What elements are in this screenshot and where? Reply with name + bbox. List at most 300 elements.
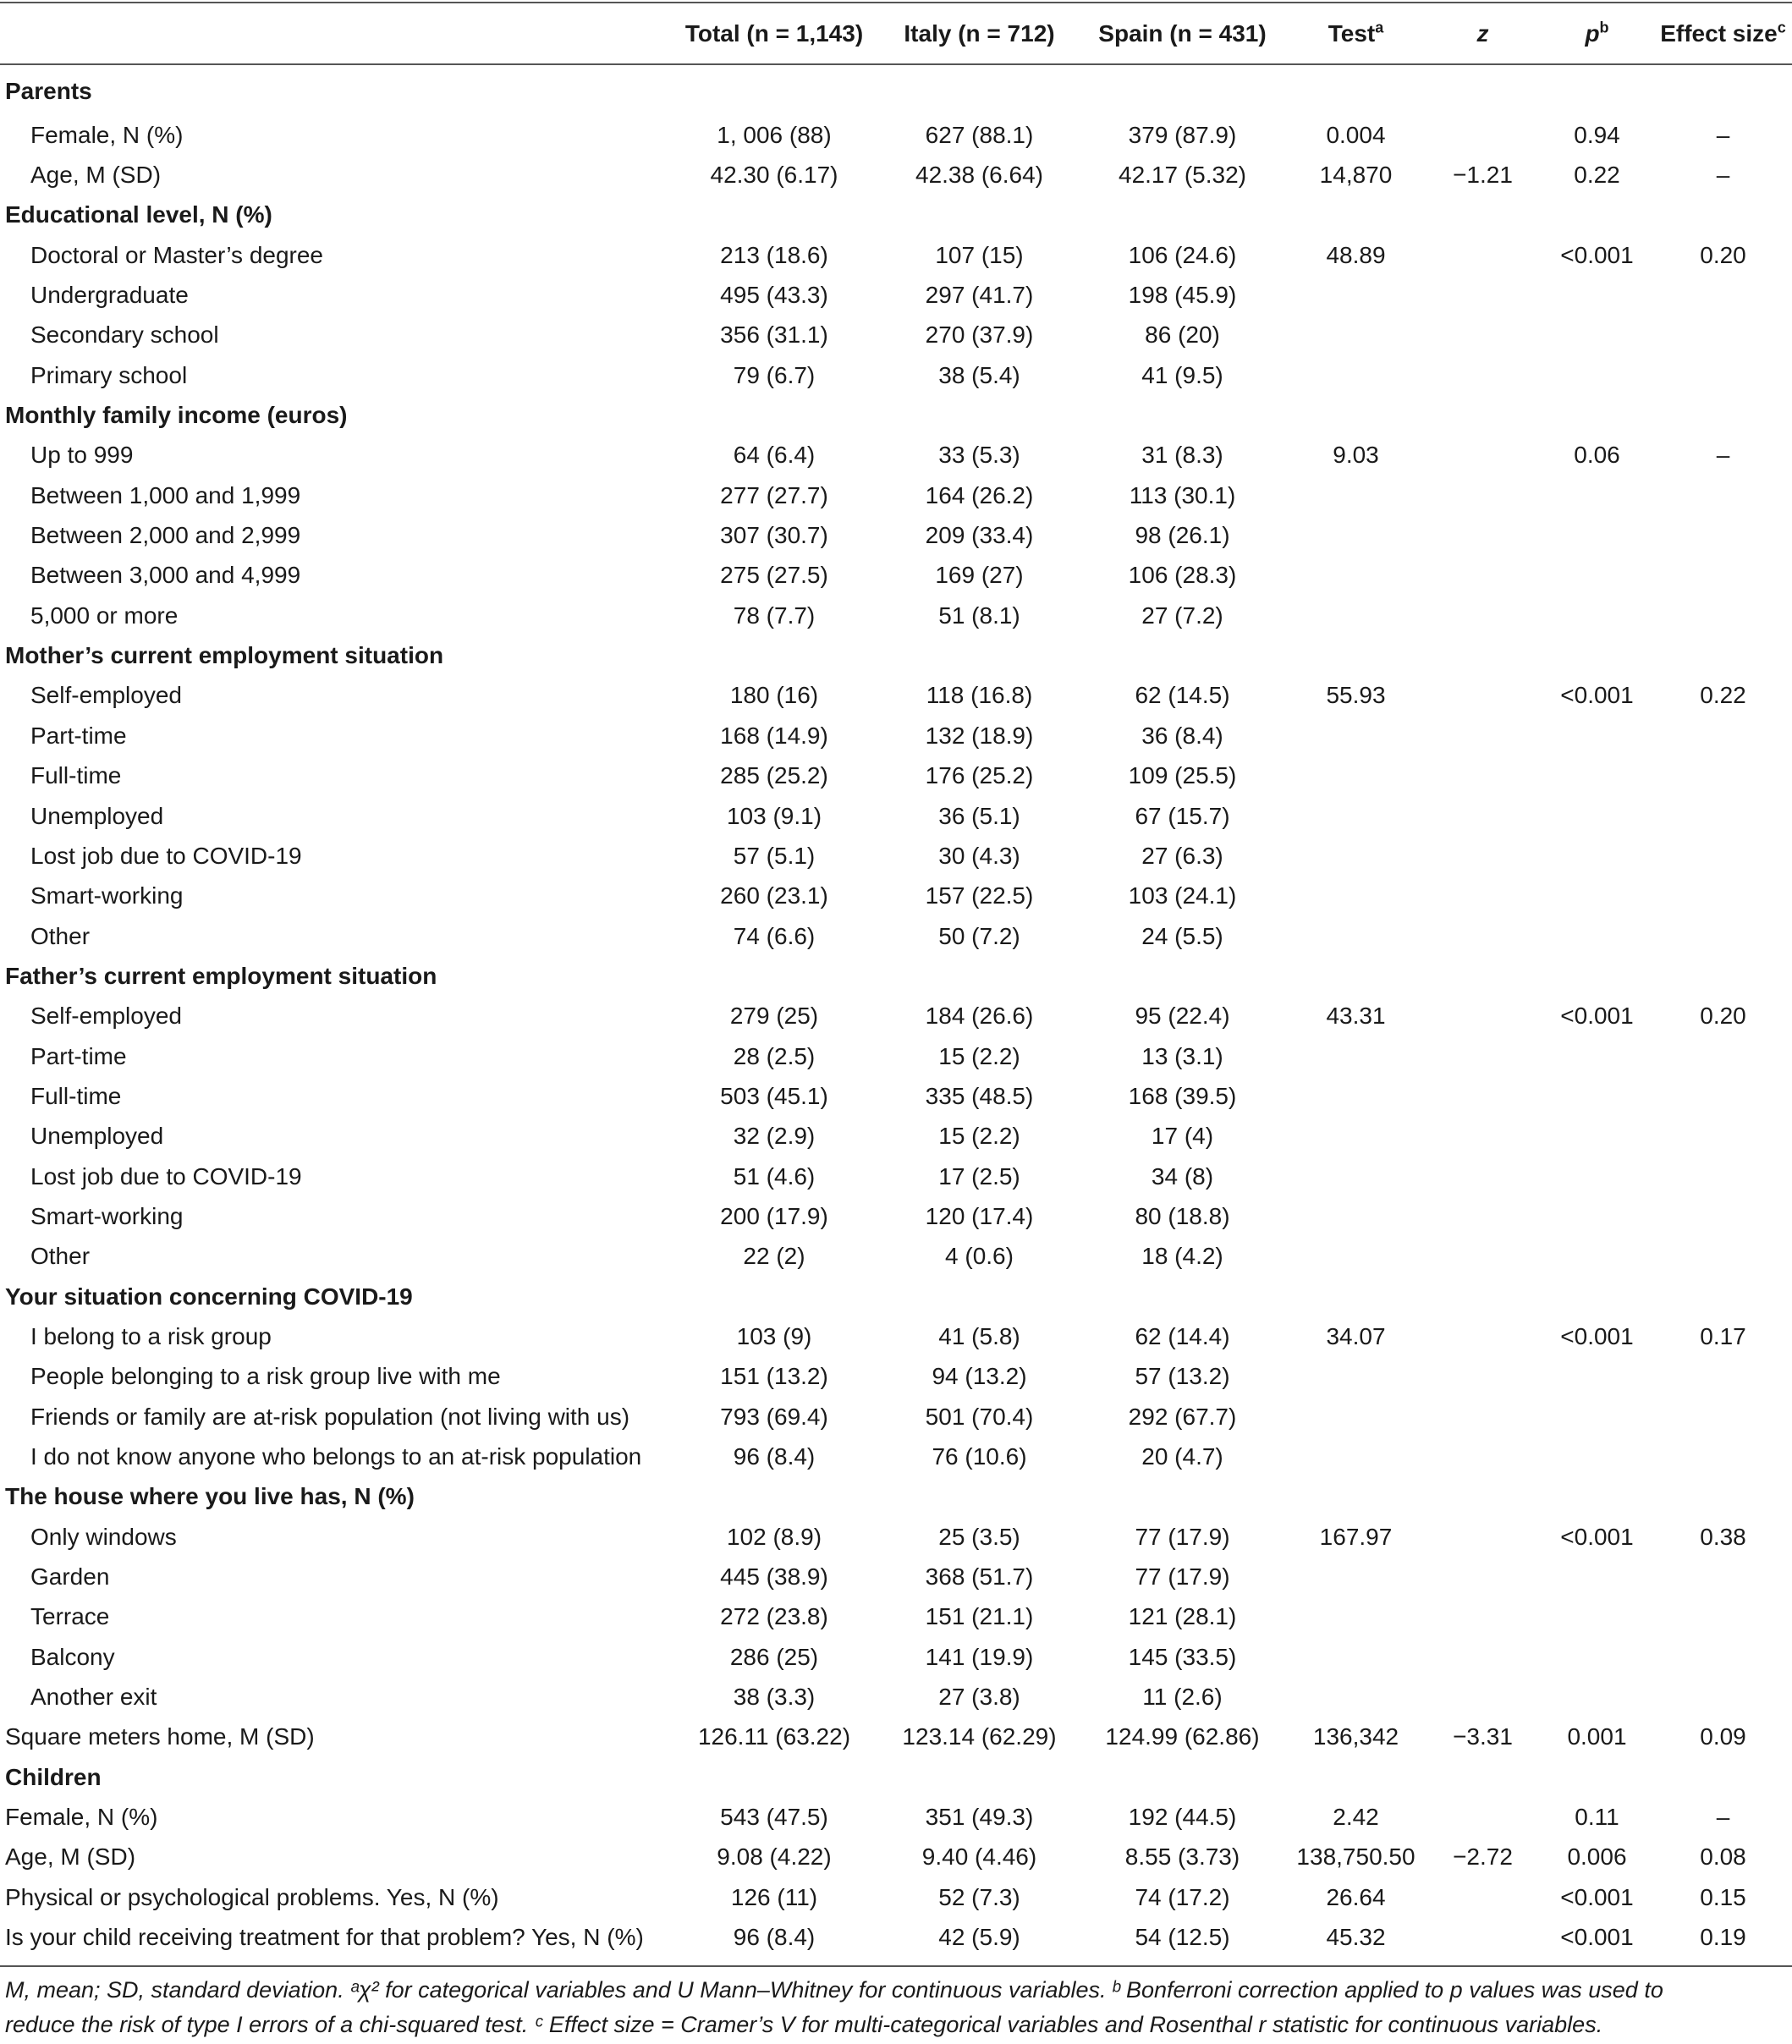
cell-italy: 36 (5.1) (938, 802, 1020, 829)
cell-test: 167.97 (1319, 1523, 1393, 1550)
cell-label: Unemployed (30, 802, 164, 829)
cell-total (668, 395, 880, 435)
cell-p (1540, 836, 1654, 876)
header-z-text: z (1476, 20, 1489, 47)
cell-spain: 17 (4) (1151, 1123, 1214, 1150)
cell-z (1426, 1277, 1540, 1316)
cell-effect (1654, 596, 1792, 635)
cell-total: 213 (18.6) (720, 241, 828, 268)
cell-italy: 107 (15) (935, 241, 1024, 268)
cell-effect: 0.15 (1700, 1883, 1746, 1910)
cell-total: 78 (7.7) (733, 602, 816, 629)
cell-label: Female, N (%) (5, 1804, 158, 1831)
header-italy: Italy (n = 712) (904, 20, 1055, 47)
cell-total: 495 (43.3) (720, 282, 828, 309)
cell-label: Between 2,000 and 2,999 (30, 522, 301, 549)
cell-effect: 0.38 (1700, 1523, 1746, 1550)
cell-total: 793 (69.4) (720, 1403, 828, 1430)
cell-z (1426, 1237, 1540, 1277)
cell-p: <0.001 (1560, 1924, 1634, 1951)
cell-label: Unemployed (30, 1123, 164, 1150)
cell-effect (1654, 635, 1792, 675)
cell-total: 57 (5.1) (733, 842, 816, 869)
cell-effect (1654, 355, 1792, 395)
cell-italy: 25 (3.5) (938, 1523, 1020, 1550)
cell-effect (1654, 1357, 1792, 1397)
cell-z: −2.72 (1453, 1843, 1513, 1871)
cell-italy: 164 (26.2) (925, 481, 1034, 508)
cell-italy: 270 (37.9) (925, 321, 1034, 349)
cell-test (1286, 1076, 1426, 1116)
cell-total: 96 (8.4) (733, 1924, 816, 1951)
cell-italy: 42.38 (6.64) (915, 162, 1043, 189)
cell-p (1540, 1196, 1654, 1236)
cell-spain: 62 (14.5) (1135, 682, 1230, 709)
cell-test (1286, 515, 1426, 555)
cell-effect: 0.19 (1700, 1924, 1746, 1951)
cell-total: 356 (31.1) (720, 321, 828, 349)
cell-p (1540, 796, 1654, 836)
cell-test (1286, 756, 1426, 796)
cell-test (1286, 1757, 1426, 1797)
cell-spain: 24 (5.5) (1141, 922, 1223, 949)
cell-z (1426, 997, 1540, 1036)
cell-label: Your situation concerning COVID-19 (5, 1283, 413, 1310)
cell-p (1540, 316, 1654, 355)
cell-spain: 77 (17.9) (1135, 1563, 1230, 1591)
cell-z (1426, 756, 1540, 796)
header-row (0, 0, 1792, 68)
cell-label: Up to 999 (30, 442, 134, 469)
cell-total: 103 (9) (736, 1322, 812, 1349)
table-body (0, 68, 1792, 1958)
cell-effect: 0.20 (1700, 1003, 1746, 1030)
cell-spain: 379 (87.9) (1128, 121, 1237, 148)
cell-z: −3.31 (1453, 1723, 1513, 1750)
cell-p: <0.001 (1560, 1883, 1634, 1910)
cell-p: <0.001 (1560, 1523, 1634, 1550)
cell-effect (1654, 275, 1792, 315)
table-row (0, 676, 1792, 716)
cell-p: <0.001 (1560, 1003, 1634, 1030)
cell-italy (880, 195, 1079, 235)
cell-label: Other (30, 1243, 91, 1270)
cell-z (1426, 355, 1540, 395)
cell-total: 42.30 (6.17) (710, 162, 838, 189)
cell-z (1426, 475, 1540, 515)
table-row (0, 316, 1792, 355)
cell-spain: 106 (24.6) (1128, 241, 1237, 268)
cell-p (1540, 916, 1654, 956)
cell-effect (1654, 68, 1792, 115)
cell-effect (1654, 1157, 1792, 1196)
cell-italy (880, 395, 1079, 435)
cell-total: 96 (8.4) (733, 1443, 816, 1470)
cell-spain: 198 (45.9) (1128, 282, 1237, 309)
cell-italy (880, 68, 1079, 115)
table-row (0, 275, 1792, 315)
table-row (0, 1757, 1792, 1797)
cell-effect: 0.08 (1700, 1843, 1746, 1871)
cell-spain: 20 (4.7) (1141, 1443, 1223, 1470)
cell-total: 200 (17.9) (720, 1202, 828, 1229)
cell-total: 180 (16) (729, 682, 819, 709)
cell-total: 279 (25) (729, 1003, 819, 1030)
cell-p (1540, 475, 1654, 515)
table-row (0, 1397, 1792, 1437)
cell-p (1540, 1397, 1654, 1437)
header-z (1426, 0, 1540, 68)
cell-effect (1654, 756, 1792, 796)
table-row (0, 1877, 1792, 1917)
cell-italy: 123.14 (62.29) (902, 1723, 1057, 1750)
cell-spain: 292 (67.7) (1128, 1403, 1237, 1430)
cell-total: 151 (13.2) (720, 1363, 828, 1390)
cell-italy: 30 (4.3) (938, 842, 1020, 869)
cell-label: The house where you live has, N (%) (5, 1483, 415, 1510)
cell-label: Self-employed (30, 1003, 182, 1030)
cell-test (1286, 916, 1426, 956)
cell-italy (880, 956, 1079, 996)
header-test-text: Test (1328, 20, 1376, 47)
cell-italy: 17 (2.5) (938, 1162, 1020, 1190)
cell-p (1540, 1637, 1654, 1677)
cell-p (1540, 515, 1654, 555)
cell-spain: 77 (17.9) (1135, 1523, 1230, 1550)
cell-label: Part-time (30, 722, 127, 749)
cell-total: 307 (30.7) (720, 522, 828, 549)
cell-italy: 141 (19.9) (925, 1643, 1034, 1670)
cell-spain: 41 (9.5) (1141, 361, 1223, 388)
cell-italy: 501 (70.4) (925, 1403, 1034, 1430)
cell-effect (1654, 1076, 1792, 1116)
cell-label: Between 3,000 and 4,999 (30, 562, 301, 589)
cell-p (1540, 1157, 1654, 1196)
cell-p (1540, 1237, 1654, 1277)
table-row (0, 436, 1792, 475)
cell-z (1426, 556, 1540, 596)
cell-spain: 145 (33.5) (1128, 1643, 1237, 1670)
note-line-1: M, mean; SD, standard deviation. ᵃχ² for categorical variables and U Mann–Whitney for continuous variables. ᵇ Bonferroni correction applied to p values was used to (5, 1977, 1663, 2003)
table-row (0, 195, 1792, 235)
cell-label: Parents (5, 78, 92, 104)
cell-z (1426, 1036, 1540, 1076)
cell-spain: 18 (4.2) (1141, 1243, 1223, 1270)
cell-effect (1654, 1036, 1792, 1076)
cell-z (1426, 316, 1540, 355)
table-row (0, 635, 1792, 675)
cell-z: −1.21 (1453, 162, 1513, 189)
cell-z (1426, 1797, 1540, 1837)
cell-z (1426, 275, 1540, 315)
cell-z (1426, 1477, 1540, 1517)
table-row (0, 1517, 1792, 1557)
header-test-sup: a (1375, 19, 1384, 36)
cell-spain: 121 (28.1) (1128, 1603, 1237, 1630)
cell-spain: 192 (44.5) (1128, 1804, 1237, 1831)
cell-italy: 4 (0.6) (945, 1243, 1014, 1270)
cell-total: 286 (25) (729, 1643, 819, 1670)
cell-test (1286, 1237, 1426, 1277)
table-row (0, 1838, 1792, 1877)
cell-label: Children (5, 1763, 102, 1790)
cell-z (1426, 115, 1540, 155)
cell-italy: 27 (3.8) (938, 1684, 1020, 1711)
table-row (0, 355, 1792, 395)
cell-total (668, 195, 880, 235)
cell-test (1286, 195, 1426, 235)
cell-z (1426, 1437, 1540, 1476)
cell-total: 28 (2.5) (733, 1042, 816, 1069)
cell-z (1426, 1357, 1540, 1397)
cell-italy: 33 (5.3) (938, 442, 1020, 469)
cell-effect (1654, 1117, 1792, 1157)
note-line-2: reduce the risk of type I errors of a chi-squared test. ᶜ Effect size = Cramer’s V for multi-categorical variables and Rosenthal r statistic for continuous variables. (5, 2012, 1603, 2037)
cell-spain: 31 (8.3) (1141, 442, 1223, 469)
table-notes (5, 1973, 1787, 2042)
cell-spain: 80 (18.8) (1135, 1202, 1230, 1229)
cell-spain: 36 (8.4) (1141, 722, 1223, 749)
cell-z (1426, 1877, 1540, 1917)
cell-italy: 151 (21.1) (925, 1603, 1034, 1630)
table-row (0, 716, 1792, 756)
cell-p: 0.94 (1574, 121, 1620, 148)
cell-label: Lost job due to COVID-19 (30, 842, 302, 869)
cell-total: 79 (6.7) (733, 361, 816, 388)
header-p-text: p (1585, 20, 1600, 47)
cell-spain: 109 (25.5) (1128, 762, 1237, 789)
cell-total: 1, 006 (88) (717, 121, 832, 148)
table-row (0, 1477, 1792, 1517)
cell-label: Undergraduate (30, 282, 189, 309)
cell-effect (1654, 195, 1792, 235)
table-row (0, 515, 1792, 555)
table-row (0, 155, 1792, 195)
cell-total (668, 635, 880, 675)
cell-p (1540, 68, 1654, 115)
cell-z (1426, 1917, 1540, 1957)
table-row (0, 1316, 1792, 1356)
cell-spain: 62 (14.4) (1135, 1322, 1230, 1349)
table-row (0, 475, 1792, 515)
table-row (0, 1677, 1792, 1717)
cell-test (1286, 1677, 1426, 1717)
cell-italy: 118 (16.8) (926, 682, 1033, 709)
cell-total: 51 (4.6) (733, 1162, 816, 1190)
cell-p (1540, 1477, 1654, 1517)
cell-z (1426, 1677, 1540, 1717)
cell-label: Age, M (SD) (30, 162, 162, 189)
cell-p (1540, 275, 1654, 315)
cell-label: Mother’s current employment situation (5, 642, 444, 669)
header-spain: Spain (n = 431) (1098, 20, 1267, 47)
header-test (1286, 0, 1426, 68)
cell-p (1540, 395, 1654, 435)
table-row (0, 68, 1792, 115)
cell-effect: – (1716, 442, 1730, 469)
cell-p (1540, 596, 1654, 635)
cell-z (1426, 1597, 1540, 1637)
cell-effect: – (1716, 121, 1730, 148)
cell-label: Female, N (%) (30, 121, 184, 148)
cell-label: Full-time (30, 1082, 122, 1109)
cell-z (1426, 1196, 1540, 1236)
cell-p (1540, 1076, 1654, 1116)
cell-z (1426, 1757, 1540, 1797)
cell-p (1540, 1557, 1654, 1596)
cell-effect (1654, 716, 1792, 756)
cell-label: Terrace (30, 1603, 110, 1630)
table-row (0, 1437, 1792, 1476)
cell-effect (1654, 1677, 1792, 1717)
cell-total: 32 (2.9) (733, 1123, 816, 1150)
cell-p (1540, 1357, 1654, 1397)
cell-label: Friends or family are at-risk population (not living with us) (30, 1403, 630, 1430)
cell-test: 48.89 (1326, 241, 1386, 268)
cell-z (1426, 68, 1540, 115)
cell-spain (1079, 195, 1286, 235)
cell-spain: 42.17 (5.32) (1119, 162, 1246, 189)
cell-label: Lost job due to COVID-19 (30, 1162, 302, 1190)
cell-label: Full-time (30, 762, 122, 789)
cell-p: 0.006 (1567, 1843, 1627, 1871)
table-row (0, 1277, 1792, 1316)
cell-z (1426, 796, 1540, 836)
table-row (0, 1717, 1792, 1757)
cell-z (1426, 436, 1540, 475)
cell-test (1286, 1157, 1426, 1196)
cell-total (668, 1277, 880, 1316)
cell-spain: 13 (3.1) (1141, 1042, 1223, 1069)
cell-p (1540, 1597, 1654, 1637)
table-row (0, 1917, 1792, 1957)
cell-italy: 335 (48.5) (925, 1082, 1034, 1109)
cell-italy: 41 (5.8) (938, 1322, 1020, 1349)
cell-test (1286, 1557, 1426, 1596)
cell-effect (1654, 395, 1792, 435)
cell-test (1286, 1637, 1426, 1677)
cell-spain (1079, 1477, 1286, 1517)
cell-label: Primary school (30, 361, 188, 388)
cell-test (1286, 1196, 1426, 1236)
cell-z (1426, 676, 1540, 716)
header-effect-text: Effect size (1660, 20, 1778, 47)
cell-italy: 15 (2.2) (938, 1123, 1020, 1150)
cell-p (1540, 195, 1654, 235)
cell-label: Another exit (30, 1684, 157, 1711)
cell-italy: 297 (41.7) (925, 282, 1034, 309)
cell-effect (1654, 475, 1792, 515)
cell-effect: 0.17 (1700, 1322, 1746, 1349)
cell-italy: 184 (26.6) (925, 1003, 1034, 1030)
cell-label: Between 1,000 and 1,999 (30, 481, 301, 508)
cell-test (1286, 355, 1426, 395)
cell-italy: 42 (5.9) (938, 1924, 1020, 1951)
cell-label: Educational level, N (%) (5, 201, 272, 228)
cell-test (1286, 1277, 1426, 1316)
cell-spain (1079, 635, 1286, 675)
cell-effect (1654, 1757, 1792, 1797)
cell-italy: 76 (10.6) (932, 1443, 1027, 1470)
table-row (0, 1597, 1792, 1637)
cell-test (1286, 395, 1426, 435)
cell-spain (1079, 1277, 1286, 1316)
cell-test: 55.93 (1326, 682, 1386, 709)
cell-effect (1654, 1637, 1792, 1677)
header-p-sup: b (1599, 19, 1609, 36)
cell-p: 0.001 (1567, 1723, 1627, 1750)
cell-total: 260 (23.1) (720, 882, 828, 909)
cell-spain: 95 (22.4) (1135, 1003, 1230, 1030)
cell-z (1426, 596, 1540, 635)
table-row (0, 916, 1792, 956)
cell-test (1286, 796, 1426, 836)
cell-z (1426, 876, 1540, 916)
cell-total: 103 (9.1) (726, 802, 822, 829)
cell-effect: 0.20 (1700, 241, 1746, 268)
table-row (0, 1557, 1792, 1596)
cell-spain: 57 (13.2) (1135, 1363, 1230, 1390)
cell-test: 9.03 (1333, 442, 1379, 469)
cell-p (1540, 1757, 1654, 1797)
cell-p (1540, 956, 1654, 996)
cell-effect (1654, 876, 1792, 916)
cell-label: Garden (30, 1563, 110, 1591)
cell-total (668, 1477, 880, 1517)
cell-label: Secondary school (30, 321, 219, 349)
cell-italy: 50 (7.2) (938, 922, 1020, 949)
cell-z (1426, 716, 1540, 756)
cell-test (1286, 316, 1426, 355)
cell-spain: 106 (28.3) (1128, 562, 1237, 589)
cell-test (1286, 556, 1426, 596)
cell-spain: 27 (7.2) (1141, 602, 1223, 629)
cell-label: Balcony (30, 1643, 115, 1670)
cell-effect (1654, 1437, 1792, 1476)
cell-italy: 176 (25.2) (925, 762, 1034, 789)
cell-test: 136,342 (1312, 1723, 1399, 1750)
cell-total: 285 (25.2) (720, 762, 828, 789)
cell-effect (1654, 1237, 1792, 1277)
cell-test (1286, 1036, 1426, 1076)
cell-spain: 67 (15.7) (1135, 802, 1230, 829)
cell-z (1426, 1117, 1540, 1157)
cell-spain: 98 (26.1) (1135, 522, 1230, 549)
cell-test: 45.32 (1326, 1924, 1386, 1951)
cell-z (1426, 1157, 1540, 1196)
cell-spain (1079, 68, 1286, 115)
cell-z (1426, 956, 1540, 996)
cell-spain: 54 (12.5) (1135, 1924, 1230, 1951)
cell-total: 543 (47.5) (720, 1804, 828, 1831)
header-label (0, 0, 668, 68)
table-row (0, 395, 1792, 435)
table-row (0, 1797, 1792, 1837)
cell-italy: 52 (7.3) (938, 1883, 1020, 1910)
cell-z (1426, 836, 1540, 876)
cell-total: 277 (27.7) (720, 481, 828, 508)
cell-test: 2.42 (1333, 1804, 1379, 1831)
cell-label: Only windows (30, 1523, 177, 1550)
cell-effect: – (1716, 1804, 1730, 1831)
cell-total (668, 68, 880, 115)
cell-test: 138,750.50 (1296, 1843, 1415, 1871)
cell-effect: 0.22 (1700, 682, 1746, 709)
cell-italy: 94 (13.2) (932, 1363, 1027, 1390)
cell-label: Smart-working (30, 882, 184, 909)
cell-p (1540, 876, 1654, 916)
cell-test (1286, 956, 1426, 996)
